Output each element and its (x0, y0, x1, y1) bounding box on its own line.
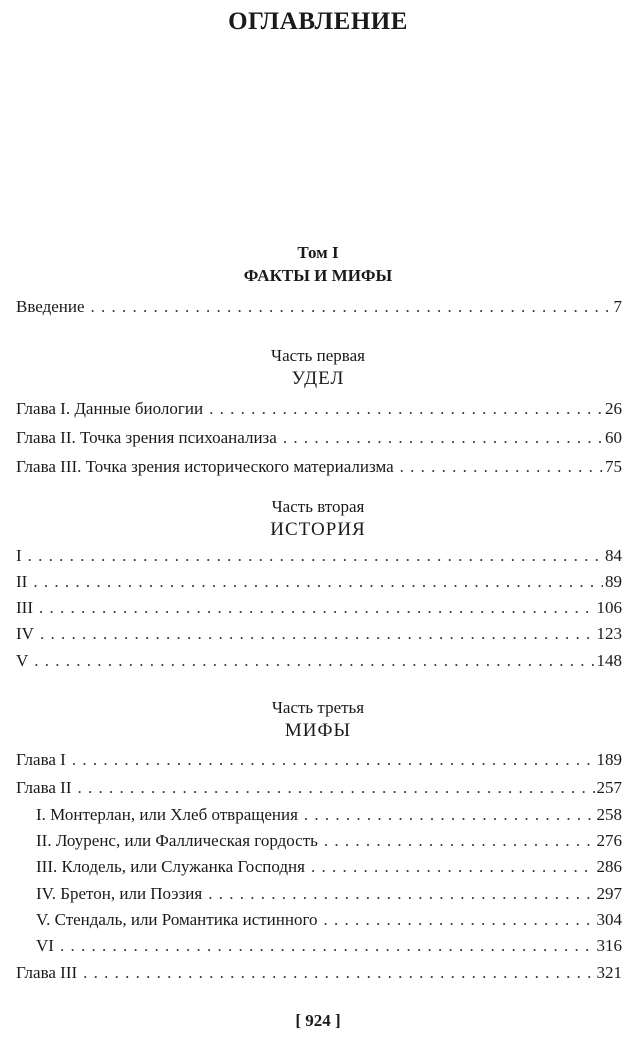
toc-subentry[interactable] (36, 857, 622, 879)
entry-page: 276 (596, 831, 622, 850)
entry-title: III. Клодель, или Служанка Господня (36, 857, 305, 876)
dot-leader (324, 831, 595, 851)
entry-title: Введение (16, 297, 85, 316)
entry-page: 304 (596, 910, 622, 929)
entry-page: 7 (613, 297, 622, 316)
dot-leader (39, 598, 595, 618)
toc-subentry[interactable] (36, 831, 622, 853)
entry-page: 321 (596, 963, 622, 982)
entry-page: 297 (596, 884, 622, 903)
dot-leader (208, 884, 594, 904)
entry-title: I. Монтерлан, или Хлеб отвращения (36, 805, 298, 824)
entry-page: 89 (605, 572, 622, 591)
entry-title: II. Лоуренс, или Фаллическая гордость (36, 831, 318, 850)
entry-title: Глава I. Данные биологии (16, 399, 204, 418)
entry-page: 316 (596, 936, 622, 955)
toc-entry[interactable] (16, 546, 622, 568)
entry-page: 257 (596, 778, 622, 797)
toc-entry[interactable] (16, 963, 622, 985)
dot-leader (283, 428, 603, 448)
page-title: ОГЛАВЛЕНИЕ (228, 8, 408, 35)
dot-leader (28, 546, 603, 566)
dot-leader (72, 750, 595, 770)
dot-leader (311, 857, 595, 877)
toc-entry[interactable] (16, 399, 622, 421)
entry-title: Глава III (16, 963, 78, 982)
part-1-label: Часть первая (271, 346, 365, 365)
entry-title: III (16, 598, 33, 617)
entry-title: V (16, 651, 29, 670)
entry-title: Глава I (16, 750, 66, 769)
toc-entry[interactable] (16, 428, 622, 450)
dot-leader (78, 778, 595, 798)
entry-page: 258 (596, 805, 622, 824)
volume-name: ФАКТЫ И МИФЫ (243, 266, 393, 285)
entry-title: II (16, 572, 28, 591)
toc-entry[interactable] (16, 457, 622, 479)
dot-leader (60, 936, 595, 956)
entry-title: Глава III. Точка зрения исторического материализма (16, 457, 394, 476)
entry-title: V. Стендаль, или Романтика истинного (36, 910, 318, 929)
entry-title: I (16, 546, 22, 565)
part-3-label: Часть третья (271, 698, 365, 717)
entry-title: IV (16, 624, 34, 643)
part-2-name: ИСТОРИЯ (270, 519, 366, 540)
toc-subentry[interactable] (36, 910, 622, 932)
entry-page: 123 (596, 624, 622, 643)
dot-leader (40, 624, 595, 644)
dot-leader (34, 651, 594, 671)
entry-page: 286 (596, 857, 622, 876)
entry-title: VI (36, 936, 54, 955)
entry-title: Глава II. Точка зрения психоанализа (16, 428, 277, 447)
toc-subentry[interactable] (36, 936, 622, 958)
dot-leader (83, 963, 594, 983)
toc-entry[interactable] (16, 598, 622, 620)
part-3-name: МИФЫ (284, 720, 352, 741)
part-1-name: УДЕЛ (291, 368, 345, 389)
dot-leader (304, 805, 595, 825)
entry-page: 75 (605, 457, 622, 476)
entry-title: IV. Бретон, или Поэзия (36, 884, 203, 903)
toc-entry[interactable] (16, 651, 622, 673)
toc-subentry[interactable] (36, 884, 622, 906)
entry-title: Глава II (16, 778, 72, 797)
entry-page: 106 (596, 598, 622, 617)
volume-label: Том I (297, 243, 339, 262)
toc-entry[interactable] (16, 572, 622, 594)
entry-page: 84 (605, 546, 622, 565)
entry-page: 189 (596, 750, 622, 769)
entry-page: 148 (596, 651, 622, 670)
dot-leader (400, 457, 603, 477)
page-number: [ 924 ] (295, 1011, 341, 1030)
entry-page: 60 (605, 428, 622, 447)
entry-page: 26 (605, 399, 622, 418)
part-2-label: Часть вторая (271, 497, 365, 516)
dot-leader (91, 297, 612, 317)
toc-entry[interactable] (16, 624, 622, 646)
toc-entry-intro[interactable] (16, 297, 622, 319)
dot-leader (33, 572, 603, 592)
dot-leader (209, 399, 603, 419)
toc-entry[interactable] (16, 750, 622, 772)
dot-leader (324, 910, 595, 930)
toc-entry[interactable] (16, 778, 622, 800)
toc-subentry[interactable] (36, 805, 622, 827)
